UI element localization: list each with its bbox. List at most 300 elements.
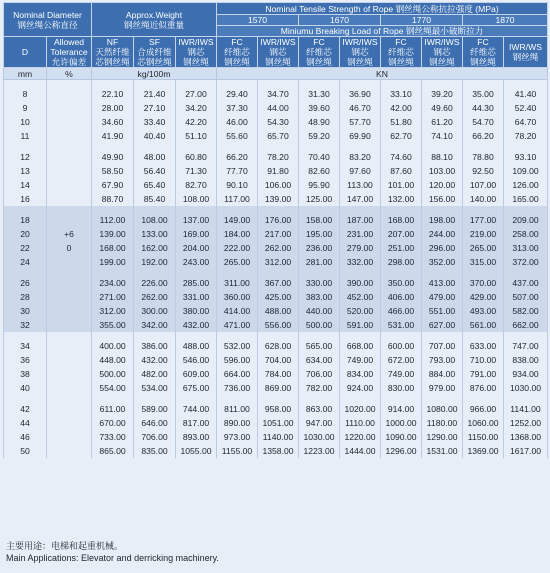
value-cell: 628.00: [258, 339, 299, 353]
load-header-cn2: 钢丝绳: [388, 57, 414, 67]
gap-cell: [47, 269, 92, 276]
value-cell: 207.00: [381, 227, 422, 241]
load-header-en: IWR/IWS: [342, 37, 378, 47]
value-cell: 1444.00: [340, 444, 381, 458]
weight-header-en: IWR/IWS: [178, 37, 214, 47]
value-cell: 29.40: [217, 87, 258, 101]
weight-header-cn1: 合成纤维: [137, 47, 172, 57]
d-header: D: [4, 37, 47, 68]
value-cell: 58.50: [92, 164, 134, 178]
gap-cell: [4, 269, 47, 276]
weight-header-cn2: 芯钢丝绳: [95, 57, 130, 67]
value-cell: 924.00: [340, 381, 381, 395]
value-cell: 44.00: [258, 101, 299, 115]
load-header-4: [381, 37, 422, 68]
tolerance-cell: [47, 339, 92, 353]
gap-cell: [463, 269, 504, 276]
value-cell: 70.40: [299, 150, 340, 164]
gap-cell: [340, 395, 381, 402]
diameter-cell: 22: [4, 241, 47, 255]
load-header-cn2: 钢丝绳: [224, 57, 250, 67]
value-cell: 133.00: [134, 227, 176, 241]
diameter-cell: 40: [4, 381, 47, 395]
value-cell: 372.00: [504, 255, 548, 269]
gap-cell: [463, 206, 504, 213]
gap-cell: [176, 395, 217, 402]
gap-cell: [134, 395, 176, 402]
unit-pct: %: [47, 68, 92, 80]
value-cell: 884.00: [422, 367, 463, 381]
load-header-cn1: 纤维芯: [470, 47, 496, 57]
value-cell: 51.80: [381, 115, 422, 129]
diameter-cell: 28: [4, 290, 47, 304]
value-cell: 34.20: [176, 101, 217, 115]
gap-cell: [4, 206, 47, 213]
gap-cell: [258, 395, 299, 402]
value-cell: 350.00: [381, 276, 422, 290]
diameter-cell: 9: [4, 101, 47, 115]
value-cell: 664.00: [217, 367, 258, 381]
value-cell: 811.00: [217, 402, 258, 416]
value-cell: 137.00: [176, 213, 217, 227]
load-header-6: [463, 37, 504, 68]
tolerance-label: Allowed: [53, 37, 85, 47]
gap-cell: [4, 395, 47, 402]
load-header-2: [299, 37, 340, 68]
gap-cell: [258, 80, 299, 88]
value-cell: 120.00: [422, 178, 463, 192]
value-cell: 33.40: [134, 115, 176, 129]
group-gap: [4, 332, 548, 339]
nominal-diameter-header: [4, 3, 92, 37]
gap-cell: [381, 80, 422, 88]
value-cell: 1055.00: [176, 444, 217, 458]
value-cell: 92.50: [463, 164, 504, 178]
value-cell: 117.00: [217, 192, 258, 206]
diameter-cell: 50: [4, 444, 47, 458]
notes: [6, 540, 219, 564]
value-cell: 90.10: [217, 178, 258, 192]
value-cell: 1617.00: [504, 444, 548, 458]
load-header-0: [217, 37, 258, 68]
value-cell: 1080.00: [422, 402, 463, 416]
value-cell: 101.00: [381, 178, 422, 192]
value-cell: 312.00: [258, 255, 299, 269]
gap-cell: [299, 143, 340, 150]
gap-cell: [504, 80, 548, 88]
value-cell: 565.00: [299, 339, 340, 353]
diameter-cell: 34: [4, 339, 47, 353]
gap-cell: [217, 269, 258, 276]
unit-kn: KN: [217, 68, 548, 80]
tolerance-cell: [47, 213, 92, 227]
gap-cell: [504, 143, 548, 150]
tolerance-cell: [47, 304, 92, 318]
value-cell: 1051.00: [258, 416, 299, 430]
value-cell: 61.20: [422, 115, 463, 129]
load-header-5: [422, 37, 463, 68]
load-header-cn1: 钢芯: [351, 47, 369, 57]
gap-cell: [299, 206, 340, 213]
value-cell: 966.00: [463, 402, 504, 416]
value-cell: 21.40: [134, 87, 176, 101]
value-cell: 782.00: [299, 381, 340, 395]
value-cell: 149.00: [217, 213, 258, 227]
load-header-cn1: 纤维芯: [388, 47, 414, 57]
gap-cell: [176, 206, 217, 213]
value-cell: 69.90: [340, 129, 381, 143]
gap-cell: [504, 206, 548, 213]
value-cell: 360.00: [217, 290, 258, 304]
value-cell: 1020.00: [340, 402, 381, 416]
tolerance-cell: [47, 402, 92, 416]
value-cell: 51.10: [176, 129, 217, 143]
gap-cell: [340, 332, 381, 339]
table-row: [4, 276, 548, 290]
value-cell: 62.70: [381, 129, 422, 143]
diameter-cell: 38: [4, 367, 47, 381]
gap-cell: [504, 395, 548, 402]
tolerance-cell: [47, 129, 92, 143]
value-cell: 219.00: [463, 227, 504, 241]
value-cell: 39.60: [299, 101, 340, 115]
tolerance-cell: [47, 318, 92, 332]
value-cell: 633.00: [463, 339, 504, 353]
value-cell: 46.70: [340, 101, 381, 115]
gap-cell: [217, 332, 258, 339]
unit-mm: mm: [4, 68, 47, 80]
diameter-cell: 26: [4, 276, 47, 290]
value-cell: 352.00: [422, 255, 463, 269]
value-cell: 46.00: [217, 115, 258, 129]
value-cell: 1140.00: [258, 430, 299, 444]
tolerance-cell: [47, 353, 92, 367]
gap-cell: [504, 332, 548, 339]
value-cell: 199.00: [92, 255, 134, 269]
weight-header-en: SF: [149, 37, 160, 47]
load-header-cn1: 钢芯: [433, 47, 451, 57]
gap-cell: [47, 143, 92, 150]
value-cell: 634.00: [299, 353, 340, 367]
value-cell: 236.00: [299, 241, 340, 255]
diameter-cell: 44: [4, 416, 47, 430]
value-cell: 947.00: [299, 416, 340, 430]
gap-cell: [381, 395, 422, 402]
value-cell: 554.00: [92, 381, 134, 395]
value-cell: 40.40: [134, 129, 176, 143]
gap-cell: [134, 80, 176, 88]
gap-cell: [504, 269, 548, 276]
gap-cell: [176, 80, 217, 88]
value-cell: 39.20: [422, 87, 463, 101]
value-cell: 78.80: [463, 150, 504, 164]
gap-cell: [463, 80, 504, 88]
value-cell: 1531.00: [422, 444, 463, 458]
value-cell: 91.80: [258, 164, 299, 178]
value-cell: 591.00: [340, 318, 381, 332]
group-gap: [4, 206, 548, 213]
value-cell: 108.00: [176, 192, 217, 206]
value-cell: 414.00: [217, 304, 258, 318]
value-cell: 271.00: [92, 290, 134, 304]
value-cell: 355.00: [92, 318, 134, 332]
load-header-cn1: 钢丝绳: [512, 52, 539, 62]
approx-weight-header: [92, 3, 217, 37]
value-cell: 507.00: [504, 290, 548, 304]
value-cell: 300.00: [134, 304, 176, 318]
gap-cell: [422, 395, 463, 402]
gap-cell: [463, 143, 504, 150]
weight-header-2: [176, 37, 217, 68]
value-cell: 546.00: [176, 353, 217, 367]
value-cell: 390.00: [340, 276, 381, 290]
value-cell: 596.00: [217, 353, 258, 367]
gap-cell: [176, 269, 217, 276]
value-cell: 125.00: [299, 192, 340, 206]
table-row: [4, 444, 548, 458]
group-gap: [4, 143, 548, 150]
gap-cell: [217, 80, 258, 88]
diameter-cell: 18: [4, 213, 47, 227]
gap-cell: [47, 395, 92, 402]
value-cell: 1180.00: [422, 416, 463, 430]
value-cell: 31.30: [299, 87, 340, 101]
value-cell: 532.00: [217, 339, 258, 353]
gap-cell: [299, 269, 340, 276]
load-header-en: FC: [231, 37, 243, 47]
value-cell: 41.40: [504, 87, 548, 101]
load-header-cn1: 纤维芯: [224, 47, 250, 57]
load-header-en: FC: [477, 37, 489, 47]
value-cell: 520.00: [340, 304, 381, 318]
value-cell: 479.00: [422, 290, 463, 304]
table-row: [4, 87, 548, 101]
weight-header-cn2: 钢丝绳: [183, 57, 209, 67]
value-cell: 244.00: [422, 227, 463, 241]
group-gap: [4, 395, 548, 402]
value-cell: 265.00: [463, 241, 504, 255]
value-cell: 54.70: [463, 115, 504, 129]
value-cell: 184.00: [217, 227, 258, 241]
value-cell: 66.20: [463, 129, 504, 143]
load-header-en: IWR/IWS: [260, 37, 296, 47]
value-cell: 876.00: [463, 381, 504, 395]
value-cell: 27.00: [176, 87, 217, 101]
value-cell: 315.00: [463, 255, 504, 269]
tolerance-cell: [47, 101, 92, 115]
value-cell: 1110.00: [340, 416, 381, 430]
value-cell: 1000.00: [381, 416, 422, 430]
value-cell: 1358.00: [258, 444, 299, 458]
value-cell: 448.00: [92, 353, 134, 367]
value-cell: 890.00: [217, 416, 258, 430]
value-cell: 979.00: [422, 381, 463, 395]
value-cell: 488.00: [176, 339, 217, 353]
table-row: [4, 178, 548, 192]
tolerance-cell: [47, 444, 92, 458]
value-cell: 710.00: [463, 353, 504, 367]
gap-cell: [47, 206, 92, 213]
rope-spec-table: [3, 2, 548, 458]
value-cell: 1369.00: [463, 444, 504, 458]
value-cell: 74.60: [381, 150, 422, 164]
value-cell: 187.00: [340, 213, 381, 227]
tolerance-cell: [47, 416, 92, 430]
nominal-diameter-label-cn: 钢丝绳公称直径: [17, 19, 78, 30]
weight-header-cn2: 芯钢丝绳: [137, 57, 172, 67]
gap-cell: [4, 332, 47, 339]
gap-cell: [381, 143, 422, 150]
weight-header-cn1: 钢芯: [187, 47, 205, 57]
value-cell: 33.10: [381, 87, 422, 101]
value-cell: 835.00: [134, 444, 176, 458]
tolerance-cell: [47, 430, 92, 444]
gap-cell: [134, 206, 176, 213]
value-cell: 42.20: [176, 115, 217, 129]
value-cell: 383.00: [299, 290, 340, 304]
value-cell: 55.60: [217, 129, 258, 143]
value-cell: 113.00: [340, 178, 381, 192]
gap-cell: [47, 332, 92, 339]
value-cell: 1290.00: [422, 430, 463, 444]
unit-weight: kg/100m: [92, 68, 217, 80]
gap-cell: [4, 143, 47, 150]
value-cell: 78.20: [258, 150, 299, 164]
value-cell: 425.00: [258, 290, 299, 304]
load-header-en: IWR/IWS: [424, 37, 460, 47]
tolerance-cell: [47, 87, 92, 101]
table-row: [4, 255, 548, 269]
value-cell: 784.00: [258, 367, 299, 381]
gap-cell: [176, 143, 217, 150]
table-row: [4, 304, 548, 318]
value-cell: 139.00: [92, 227, 134, 241]
value-cell: 298.00: [381, 255, 422, 269]
table-row: [4, 227, 548, 241]
value-cell: 865.00: [92, 444, 134, 458]
value-cell: 704.00: [258, 353, 299, 367]
value-cell: 217.00: [258, 227, 299, 241]
gap-cell: [340, 80, 381, 88]
value-cell: 82.70: [176, 178, 217, 192]
value-cell: 733.00: [92, 430, 134, 444]
load-header-cn1: 纤维芯: [306, 47, 332, 57]
value-cell: 749.00: [381, 367, 422, 381]
value-cell: 132.00: [381, 192, 422, 206]
diameter-cell: 32: [4, 318, 47, 332]
value-cell: 1141.00: [504, 402, 548, 416]
gap-cell: [422, 332, 463, 339]
gap-cell: [4, 80, 47, 88]
value-cell: 54.30: [258, 115, 299, 129]
value-cell: 22.10: [92, 87, 134, 101]
value-cell: 551.00: [422, 304, 463, 318]
value-cell: 531.00: [381, 318, 422, 332]
value-cell: 493.00: [463, 304, 504, 318]
value-cell: 707.00: [422, 339, 463, 353]
value-cell: 627.00: [422, 318, 463, 332]
value-cell: 668.00: [340, 339, 381, 353]
gap-cell: [217, 395, 258, 402]
value-cell: 285.00: [176, 276, 217, 290]
value-cell: 400.00: [92, 339, 134, 353]
gap-cell: [134, 269, 176, 276]
weight-header-0: [92, 37, 134, 68]
gap-cell: [134, 143, 176, 150]
value-cell: 83.20: [340, 150, 381, 164]
value-cell: 413.00: [422, 276, 463, 290]
gap-cell: [381, 269, 422, 276]
value-cell: 312.00: [92, 304, 134, 318]
value-cell: 330.00: [299, 276, 340, 290]
value-cell: 66.20: [217, 150, 258, 164]
value-cell: 226.00: [134, 276, 176, 290]
tolerance-cell: [47, 150, 92, 164]
load-header-cn2: 钢丝绳: [265, 57, 291, 67]
table-row: [4, 430, 548, 444]
gap-cell: [217, 206, 258, 213]
value-cell: 103.00: [422, 164, 463, 178]
breaking-load-header: Miniumu Breaking Load of Rope 钢丝绳最小破断拉力: [217, 26, 548, 37]
value-cell: 611.00: [92, 402, 134, 416]
gap-cell: [422, 80, 463, 88]
value-cell: 749.00: [340, 353, 381, 367]
value-cell: 600.00: [381, 339, 422, 353]
value-cell: 1296.00: [381, 444, 422, 458]
value-cell: 48.00: [134, 150, 176, 164]
value-cell: 139.00: [258, 192, 299, 206]
table-header: [4, 3, 548, 80]
gap-cell: [381, 332, 422, 339]
grade-1670: 1670: [299, 15, 381, 26]
value-cell: 534.00: [134, 381, 176, 395]
load-header-cn2: 钢丝绳: [429, 57, 455, 67]
value-cell: 1090.00: [381, 430, 422, 444]
value-cell: 209.00: [504, 213, 548, 227]
value-cell: 106.00: [258, 178, 299, 192]
value-cell: 791.00: [463, 367, 504, 381]
value-cell: 1150.00: [463, 430, 504, 444]
tensile-strength-header: Nominal Tensile Strength of Rope 钢丝绳公称抗拉强度 (MPa): [217, 3, 548, 15]
value-cell: 370.00: [463, 276, 504, 290]
value-cell: 471.00: [217, 318, 258, 332]
value-cell: 1220.00: [340, 430, 381, 444]
tolerance-label-cn: 允许偏差: [51, 57, 87, 67]
group-gap: [4, 80, 548, 88]
value-cell: 1155.00: [217, 444, 258, 458]
value-cell: 706.00: [299, 367, 340, 381]
value-cell: 107.00: [463, 178, 504, 192]
value-cell: 37.30: [217, 101, 258, 115]
table-row: [4, 101, 548, 115]
tolerance-cell: [47, 178, 92, 192]
value-cell: 869.00: [258, 381, 299, 395]
value-cell: 406.00: [381, 290, 422, 304]
value-cell: 222.00: [217, 241, 258, 255]
value-cell: 28.00: [92, 101, 134, 115]
value-cell: 1060.00: [463, 416, 504, 430]
value-cell: 331.00: [176, 290, 217, 304]
diameter-cell: 24: [4, 255, 47, 269]
tolerance-cell: [47, 381, 92, 395]
value-cell: 332.00: [340, 255, 381, 269]
value-cell: 817.00: [176, 416, 217, 430]
value-cell: 432.00: [176, 318, 217, 332]
value-cell: 834.00: [340, 367, 381, 381]
value-cell: 706.00: [134, 430, 176, 444]
gap-cell: [258, 332, 299, 339]
value-cell: 296.00: [422, 241, 463, 255]
